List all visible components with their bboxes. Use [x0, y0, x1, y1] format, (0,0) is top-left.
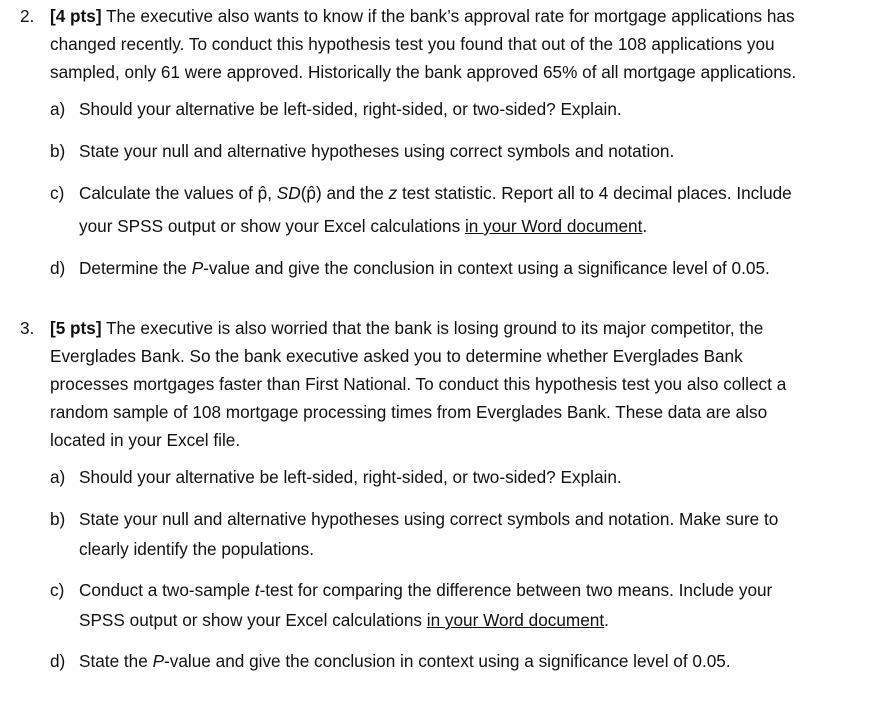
q3-part-b-letter: b) [50, 509, 66, 529]
q3-part-b-line-1: State your null and alternative hypotheses using correct symbols and notation. Make sure to [79, 509, 779, 529]
p-value-symbol: P [152, 651, 165, 671]
q2-part-a-text: Should your alternative be left-sided, right-sided, or two-sided? Explain. [79, 99, 622, 119]
sd-symbol: SD [276, 183, 301, 203]
question-3-intro-line-4: random sample of 108 mortgage processing times from Everglades Bank. These data are also [50, 402, 768, 422]
z-symbol: z [388, 183, 398, 203]
q2-part-b-text: State your null and alternative hypotheses using correct symbols and notation. [79, 141, 675, 161]
question-3-points: [5 pts] [50, 318, 102, 338]
q3-part-c-letter: c) [50, 580, 65, 600]
question-3-intro-line-1: [5 pts] The executive is also worried that the bank is losing ground to its major competitor, the [50, 318, 764, 338]
q3-part-d-text: State the P-value and give the conclusion in context using a significance level of 0.05. [79, 651, 731, 671]
q2-part-a-letter: a) [50, 99, 66, 119]
q3-part-c-line-1: Conduct a two-sample t-test for comparing the difference between two means. Include your [79, 580, 773, 600]
p-value-symbol: P [191, 258, 204, 278]
q2-part-d-text: Determine the P-value and give the conclusion in context using a significance level of 0.05. [79, 258, 770, 278]
q2-part-d-letter: d) [50, 258, 66, 278]
question-2-intro-line-1: [4 pts] The executive also wants to know if the bank’s approval rate for mortgage applications has [50, 6, 795, 26]
question-2-points: [4 pts] [50, 6, 102, 26]
q2-part-c-line-1: Calculate the values of p̂, SD(p̂) and the z test statistic. Report all to 4 decimal places. Include [79, 183, 792, 203]
p-hat-symbol: p̂ [257, 183, 268, 203]
question-2-intro-line-3: sampled, only 61 were approved. Historically the bank approved 65% of all mortgage applications. [50, 62, 797, 82]
t-symbol: t [254, 580, 260, 600]
question-2-intro-line-2: changed recently. To conduct this hypothesis test you found that out of the 108 applications you [50, 34, 775, 54]
question-3-intro-line-3: processes mortgages faster than First National. To conduct this hypothesis test you also collect a [50, 374, 787, 394]
q2-part-c-line-2: your SPSS output or show your Excel calculations in your Word document. [79, 216, 648, 236]
word-document-link[interactable]: in your Word document [464, 216, 643, 236]
q2-part-c-letter: c) [50, 183, 65, 203]
question-3-intro-line-5: located in your Excel file. [50, 430, 241, 450]
q3-part-b-line-2: clearly identify the populations. [79, 539, 315, 559]
question-2-number: 2. [20, 6, 35, 26]
q3-part-d-letter: d) [50, 651, 66, 671]
question-3-number: 3. [20, 318, 35, 338]
q3-part-c-line-2: SPSS output or show your Excel calculations in your Word document. [79, 610, 609, 630]
word-document-link[interactable]: in your Word document [426, 610, 605, 630]
q3-part-a-text: Should your alternative be left-sided, right-sided, or two-sided? Explain. [79, 467, 622, 487]
question-3-intro-line-2: Everglades Bank. So the bank executive asked you to determine whether Everglades Bank [50, 346, 743, 366]
q3-part-a-letter: a) [50, 467, 66, 487]
q2-part-b-letter: b) [50, 141, 66, 161]
